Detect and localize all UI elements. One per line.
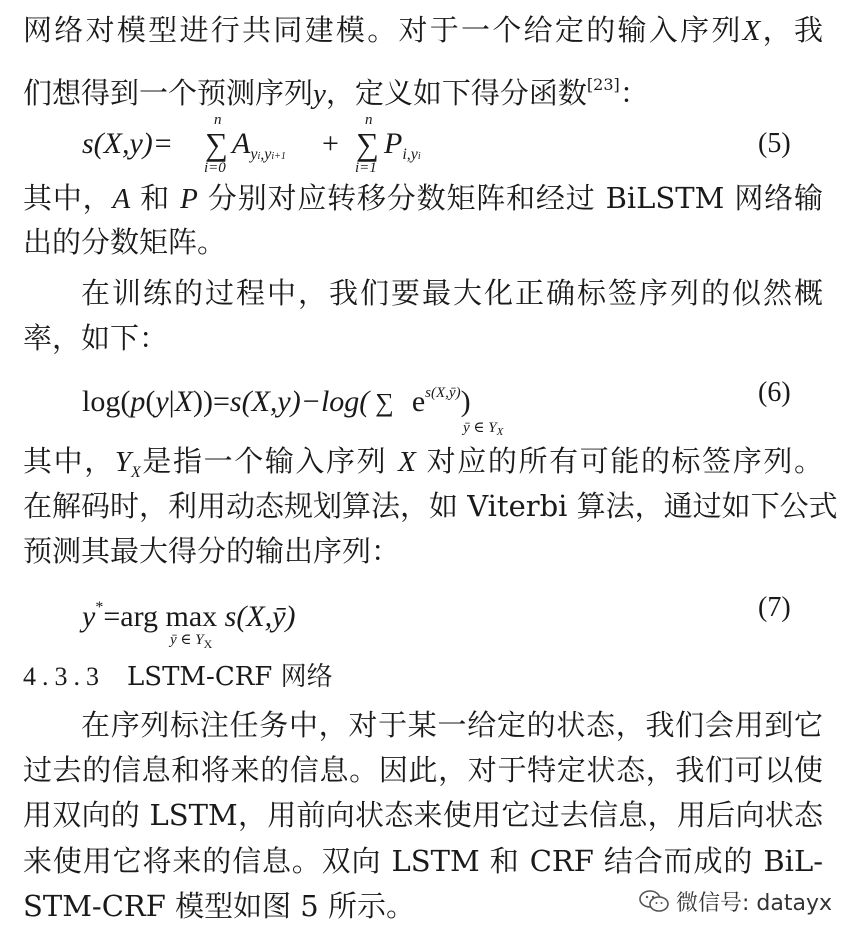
- text: 是指一个输入序列: [140, 444, 388, 478]
- text: ))=: [193, 385, 230, 418]
- text-line: [23, 797, 823, 833]
- subscript: X: [130, 464, 141, 481]
- equation-number: (7): [758, 592, 791, 623]
- text: 来使用它将来的信息。双向 LSTM 和 CRF 结合而成的 BiL-: [23, 844, 823, 878]
- text: ȳ ∈ Y: [463, 420, 497, 436]
- sum-symbol: ∑: [356, 126, 379, 162]
- term: P: [384, 127, 403, 160]
- text-line: [23, 224, 823, 260]
- text: ): [460, 385, 471, 418]
- text: 预测其最大得分的输出序列：: [23, 534, 401, 568]
- text-line: [23, 533, 823, 569]
- subscript: [402, 146, 420, 163]
- text: 在训练的过程中，我们要最大化正确标签序列的似然概: [81, 276, 823, 310]
- equation-number: (6): [758, 377, 791, 408]
- subscript: [250, 146, 286, 163]
- text-line: [23, 488, 838, 524]
- text: 对应的所有可能的标签序列。: [426, 444, 823, 478]
- text-line: [23, 752, 823, 788]
- text: STM-CRF 模型如图 5 所示。: [23, 889, 415, 923]
- eq7-body: [82, 590, 295, 635]
- exp-base: e: [411, 385, 426, 418]
- eq5-lhs: s(X,y)=: [82, 127, 174, 160]
- text: 其中，: [23, 181, 113, 215]
- variable-y: y: [313, 78, 326, 110]
- variable-X: X: [174, 385, 193, 418]
- term: A: [232, 127, 251, 160]
- text: (: [145, 385, 156, 418]
- variable-A: A: [112, 183, 131, 215]
- watermark-label: 微信号: datayx: [676, 890, 832, 916]
- equation-number: (5): [758, 128, 791, 159]
- sum-upper: n: [365, 112, 373, 128]
- sum-upper: n: [214, 112, 222, 128]
- text: X: [203, 637, 213, 651]
- text-line: [23, 180, 823, 217]
- variable-y: y: [82, 600, 96, 633]
- text: log(: [82, 385, 131, 418]
- sub-y2: ,y: [260, 146, 272, 163]
- text-line: [23, 320, 823, 356]
- text: ȳ ∈ Y: [170, 632, 204, 648]
- variable-y: y: [155, 385, 169, 418]
- text: 和: [140, 181, 171, 215]
- text-line: [23, 12, 823, 49]
- section-heading: [23, 660, 333, 694]
- text: =arg max: [103, 600, 218, 633]
- eq7-under: [170, 630, 212, 652]
- text: 率，如下：: [23, 321, 169, 355]
- text: 网络对模型进行共同建模。对于一个给定的输入序列: [23, 13, 743, 47]
- variable-P: P: [180, 183, 198, 215]
- sum-lower: i=1: [355, 160, 377, 176]
- eq5-term2: [384, 126, 421, 175]
- eq6-under: [463, 418, 503, 438]
- sum-symbol: ∑: [205, 126, 228, 162]
- eq6-body: [82, 375, 471, 421]
- section-title: LSTM-CRF 网络: [127, 662, 333, 692]
- text-line: [23, 443, 823, 491]
- variable-X: X: [398, 446, 416, 478]
- section-number: 4.3.3: [23, 662, 105, 691]
- wechat-icon: [638, 888, 670, 914]
- text: 出的分数矩阵。: [23, 225, 227, 259]
- plus-sign: +: [322, 127, 339, 160]
- text: (X,y)−log(: [241, 385, 370, 418]
- sum-symbol: ∑: [375, 388, 394, 417]
- variable-s: s: [229, 385, 242, 418]
- text: ，定义如下得分函数: [325, 76, 587, 110]
- text: 分别对应转移分数矩阵和经过 BiLSTM 网络输: [207, 181, 824, 215]
- text-line: [81, 707, 823, 743]
- sub-y: y: [250, 146, 258, 163]
- text: 其中，: [23, 444, 115, 478]
- variable-X: X: [742, 15, 761, 47]
- superscript: *: [95, 599, 104, 616]
- sum-lower: i=0: [204, 160, 226, 176]
- variable-s: s: [224, 600, 237, 633]
- text: |: [168, 385, 175, 418]
- text: 用双向的 LSTM，用前向状态来使用它过去信息，用后向状态: [23, 798, 823, 832]
- text: 们想得到一个预测序列: [23, 76, 314, 110]
- sub-i: i: [417, 151, 421, 162]
- eq5-term1: [232, 126, 286, 175]
- text: (X,ȳ): [236, 600, 296, 633]
- sub-i: i: [257, 151, 261, 162]
- citation: [23]: [586, 75, 620, 94]
- text: 过去的信息和将来的信息。因此，对于特定状态，我们可以使: [23, 753, 823, 787]
- text: 在序列标注任务中，对于某一给定的状态，我们会用到它: [81, 708, 823, 742]
- text: 在解码时，利用动态规划算法，如 Viterbi 算法，通过如下公式: [23, 489, 838, 523]
- text-line: [23, 67, 823, 112]
- text: X: [496, 426, 504, 438]
- sub-iy: i,y: [402, 146, 418, 163]
- variable-Y: Y: [114, 446, 131, 478]
- watermark: [638, 886, 832, 916]
- text: ：: [619, 76, 649, 110]
- exponent: s(X,ȳ): [425, 385, 461, 401]
- text: ，我: [760, 13, 823, 47]
- sub-i1: i+1: [271, 151, 286, 162]
- variable-p: p: [130, 385, 146, 418]
- text-line: [81, 275, 823, 311]
- text-line: [23, 843, 823, 879]
